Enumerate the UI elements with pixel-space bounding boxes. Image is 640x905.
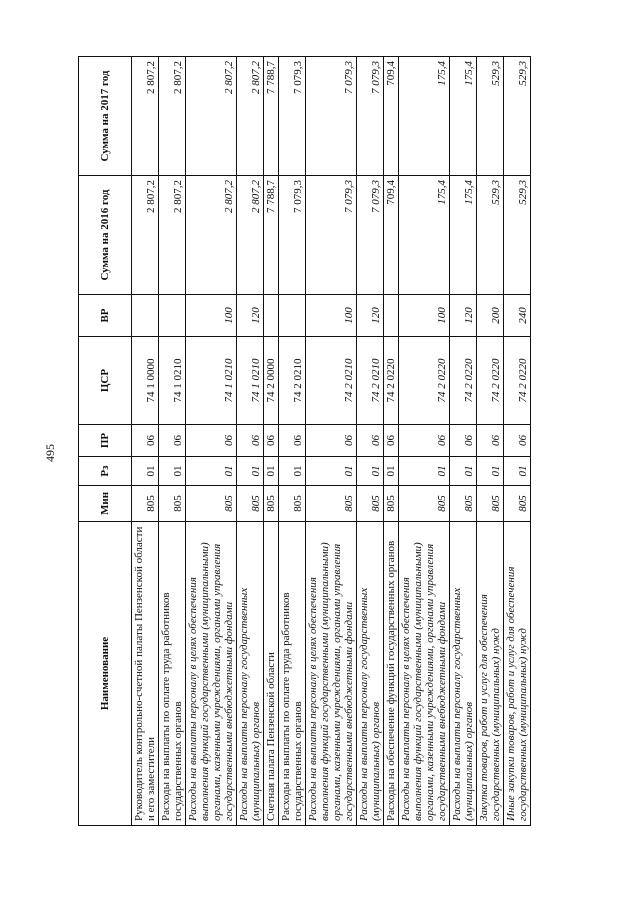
cell-min: 805 [504,486,531,522]
cell-rz: 01 [450,457,477,486]
cell-min: 805 [237,486,264,522]
header-sum-2016: Сумма на 2016 год [79,176,132,295]
table-row [504,57,531,826]
cell-csr: 74 2 0220 [384,337,399,425]
cell-pr: 06 [279,425,306,457]
cell-min: 805 [186,486,237,522]
cell-rz: 01 [159,457,186,486]
cell-sum-2016: 529,3 [477,176,504,295]
cell-csr: 74 2 0210 [357,337,384,425]
header-sum-2017: Сумма на 2017 год [79,57,132,176]
cell-vr: 100 [186,295,237,337]
cell-pr: 06 [357,425,384,457]
cell-sum-2017: 7 079,3 [306,57,357,176]
cell-vr: 120 [450,295,477,337]
cell-csr: 74 1 0000 [132,337,159,425]
cell-sum-2017: 7 788,7 [264,57,279,176]
cell-sum-2016: 7 079,3 [306,176,357,295]
cell-sum-2017: 2 807,2 [186,57,237,176]
cell-vr [279,295,306,337]
cell-min: 805 [132,486,159,522]
cell-rz: 01 [399,457,450,486]
cell-rz: 01 [477,457,504,486]
cell-pr: 06 [186,425,237,457]
cell-name: Расходы на выплаты персоналу государственных (муниципальных) органов [237,522,264,826]
table-row [357,57,384,826]
table-row [264,57,279,826]
cell-vr: 240 [504,295,531,337]
header-rz: Рз [79,457,132,486]
cell-csr: 74 1 0210 [186,337,237,425]
cell-csr: 74 1 0210 [237,337,264,425]
cell-sum-2017: 175,4 [399,57,450,176]
cell-vr: 100 [306,295,357,337]
cell-sum-2016: 709,4 [384,176,399,295]
cell-pr: 06 [237,425,264,457]
cell-sum-2017: 2 807,2 [132,57,159,176]
header-row [79,57,132,826]
table-body [132,57,531,826]
cell-sum-2016: 529,3 [504,176,531,295]
cell-pr: 06 [384,425,399,457]
cell-pr: 06 [132,425,159,457]
cell-vr [132,295,159,337]
table-row [279,57,306,826]
cell-min: 805 [279,486,306,522]
rotated-page [78,57,563,826]
cell-sum-2016: 2 807,2 [132,176,159,295]
cell-sum-2017: 7 079,3 [357,57,384,176]
cell-name: Расходы на выплаты персоналу в целях обеспечения выполнения функций государственными (муниципальными) органами, казенными учреждениями, органами управления государственными внебюджетными фондами [306,522,357,826]
cell-vr: 200 [477,295,504,337]
cell-sum-2016: 175,4 [450,176,477,295]
cell-pr: 06 [504,425,531,457]
cell-csr: 74 2 0210 [279,337,306,425]
page-number: 495 [43,444,57,462]
cell-name: Расходы на выплаты по оплате труда работников государственных органов [159,522,186,826]
cell-sum-2017: 175,4 [450,57,477,176]
table-row [159,57,186,826]
cell-csr: 74 2 0220 [477,337,504,425]
cell-min: 805 [450,486,477,522]
cell-sum-2017: 709,4 [384,57,399,176]
cell-name: Закупка товаров, работ и услуг для обеспечения государственных (муниципальных) нужд [477,522,504,826]
cell-name: Счетная палата Пензенской области [264,522,279,826]
header-csr: ЦСР [79,337,132,425]
table-row [132,57,159,826]
table-row [477,57,504,826]
cell-vr [264,295,279,337]
cell-sum-2017: 529,3 [504,57,531,176]
cell-rz: 01 [357,457,384,486]
cell-name: Расходы на обеспечение функций государственных органов [384,522,399,826]
cell-min: 805 [159,486,186,522]
table-row [399,57,450,826]
cell-pr: 06 [477,425,504,457]
cell-csr: 74 2 0000 [264,337,279,425]
table-row [450,57,477,826]
cell-pr: 06 [264,425,279,457]
cell-sum-2016: 7 788,7 [264,176,279,295]
table-row [306,57,357,826]
header-name: Наименование [79,522,132,826]
cell-csr: 74 1 0210 [159,337,186,425]
cell-min: 805 [357,486,384,522]
cell-sum-2016: 175,4 [399,176,450,295]
cell-rz: 01 [504,457,531,486]
cell-rz: 01 [306,457,357,486]
table-row [237,57,264,826]
cell-name: Расходы на выплаты персоналу в целях обеспечения выполнения функций государственными (муниципальными) органами, казенными учреждениями, органами управления государственными внебюджетными фондами [186,522,237,826]
cell-vr: 100 [399,295,450,337]
header-pr: ПР [79,425,132,457]
cell-name: Расходы на выплаты персоналу государственных (муниципальных) органов [357,522,384,826]
cell-sum-2016: 2 807,2 [159,176,186,295]
cell-rz: 01 [237,457,264,486]
cell-min: 805 [384,486,399,522]
cell-sum-2017: 2 807,2 [159,57,186,176]
cell-rz: 01 [384,457,399,486]
cell-sum-2016: 2 807,2 [237,176,264,295]
cell-csr: 74 2 0220 [399,337,450,425]
cell-pr: 06 [306,425,357,457]
cell-name: Руководитель контрольно-счетной палаты Пензенской области и его заместители [132,522,159,826]
cell-sum-2016: 7 079,3 [357,176,384,295]
cell-name: Иные закупки товаров, работ и услуг для обеспечения государственных (муниципальных) нужд [504,522,531,826]
cell-pr: 06 [399,425,450,457]
cell-sum-2016: 7 079,3 [279,176,306,295]
cell-name: Расходы на выплаты персоналу государственных (муниципальных) органов [450,522,477,826]
table-row [384,57,399,826]
cell-rz: 01 [186,457,237,486]
cell-min: 805 [399,486,450,522]
cell-vr: 120 [237,295,264,337]
budget-table [78,56,531,826]
cell-min: 805 [306,486,357,522]
cell-vr [384,295,399,337]
cell-csr: 74 2 0220 [450,337,477,425]
header-min: Мин [79,486,132,522]
cell-sum-2017: 2 807,2 [237,57,264,176]
cell-min: 805 [264,486,279,522]
cell-sum-2016: 2 807,2 [186,176,237,295]
cell-name: Расходы на выплаты по оплате труда работников государственных органов [279,522,306,826]
cell-rz: 01 [264,457,279,486]
table-row [186,57,237,826]
cell-sum-2017: 529,3 [477,57,504,176]
cell-rz: 01 [279,457,306,486]
cell-pr: 06 [450,425,477,457]
cell-rz: 01 [132,457,159,486]
cell-csr: 74 2 0220 [504,337,531,425]
cell-csr: 74 2 0210 [306,337,357,425]
header-vr: ВР [79,295,132,337]
cell-min: 805 [477,486,504,522]
cell-pr: 06 [159,425,186,457]
cell-name: Расходы на выплаты персоналу в целях обеспечения выполнения функций государственными (муниципальными) органами, казенными учреждениями, органами управления государственными внебюджетными фондами [399,522,450,826]
cell-sum-2017: 7 079,3 [279,57,306,176]
cell-vr [159,295,186,337]
cell-vr: 120 [357,295,384,337]
